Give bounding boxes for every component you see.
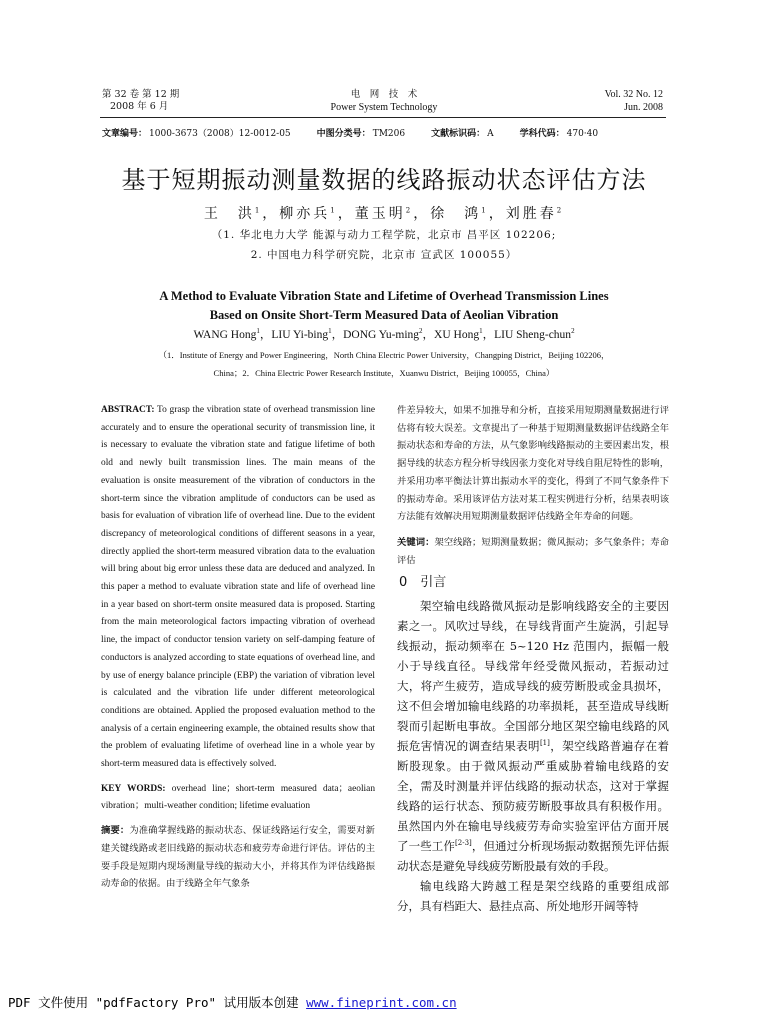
footer-link[interactable]: www.fineprint.com.cn <box>306 995 457 1010</box>
title-en-line2: Based on Onsite Short-Term Measured Data of Aeolian Vibration <box>209 308 559 322</box>
author-sup: 1 <box>256 327 260 336</box>
header-journal-en: Power System Technology <box>330 102 438 113</box>
header-date-en: Jun. 2008 <box>624 102 663 113</box>
author-sup: 2 <box>405 206 414 215</box>
author-sup: 1 <box>481 206 489 215</box>
left-column <box>101 402 375 893</box>
section-title: 引言 <box>420 575 447 591</box>
pdf-footer <box>8 993 457 1011</box>
citation-1: [1] <box>539 739 550 748</box>
author-sup: 2 <box>419 327 423 336</box>
author-cn: 董玉明 <box>354 206 406 222</box>
author-sup: 2 <box>571 327 575 336</box>
authors-en: WANG Hong$^1$，LIU Yi-bing$^1$，DONG Yu-ming$^2$，XU Hong$^1$，LIU Sheng-chun$^2$ <box>193 327 575 341</box>
author-sup: 2 <box>556 206 565 215</box>
author-cn: 刘胜春 <box>505 206 557 222</box>
header-vol-cn: 第 32 卷 第 12 期 <box>102 89 180 100</box>
intro-paragraph-2: 输电线路大跨越工程是架空线路的重要组成部分，具有档距大、悬挂点高、所处地形开阔等特 <box>397 879 669 914</box>
title-cn: 基于短期振动测量数据的线路振动状态评估方法 <box>121 166 647 194</box>
affiliation-en-line1: （1．Institute of Energy and Power Engineering，North China Electric Power University，Changping District，Beijing 102206， <box>158 350 610 360</box>
intro-text: ，但通过分析现场振动数据预先评估振动状态是避免导线疲劳断股最有效的手段。 <box>397 839 669 874</box>
citation-2: [2-3] <box>455 839 472 848</box>
keywords-cn-text: 架空线路；短期测量数据；微风振动；多气象条件；寿命评估 <box>397 536 669 566</box>
author-cn: 王 洪 <box>203 206 255 222</box>
article-no-label: 文章编号： <box>102 129 148 139</box>
article-no: 1000-3673（2008）12-0012-05 <box>149 129 291 139</box>
header-journal-cn: 电 网 技 术 <box>350 89 418 100</box>
abstract-en-label: ABSTRACT: <box>101 405 155 415</box>
author-sup: 1 <box>328 327 332 336</box>
header-rule <box>100 117 666 118</box>
affiliation-cn-line1: （1. 华北电力大学 能源与动力工程学院，北京市 昌平区 102206; <box>211 229 557 241</box>
keywords-cn <box>397 534 669 569</box>
author-cn: 柳亦兵 <box>279 206 331 222</box>
article-meta <box>102 126 668 139</box>
keywords-en-text: overhead line；short-term measured data；aeolian vibration；multi-weather condition; lifetime evaluation <box>101 783 376 812</box>
authors-cn: 王 洪$^1$，柳亦兵$^1$，董玉明$^2$，徐 鸿$^1$，刘胜春$^2$ <box>203 206 565 222</box>
author-sup: 1 <box>330 206 338 215</box>
header-vol-en: Vol. 32 No. 12 <box>604 89 663 100</box>
author-sup: 1 <box>254 206 263 215</box>
title-en-line1: A Method to Evaluate Vibration State and Lifetime of Overhead Transmission Lines <box>159 289 609 303</box>
affiliation-en-line2: China；2．China Electric Power Research Institute，Xuanwu District，Beijing 100055，China） <box>213 368 555 378</box>
keywords-en-label: KEY WORDS: <box>101 783 166 794</box>
subject-label: 学科代码： <box>519 129 565 139</box>
author-en: DONG Yu-ming <box>343 329 420 341</box>
author-en: WANG Hong <box>193 329 257 341</box>
intro-paragraph-1 <box>397 596 669 876</box>
abstract-cn-part2: 件差异较大，如果不加推导和分析，直接采用短期测量数据进行评估将有较大误差。文章提出了一种基于短期测量数据评估线路全年振动状态和寿命的方法，从气象影响线路振动的主要因素出发，根据导线的状态方程分析导线因张力变化对导线自阻尼特性的影响，并采用功率平衡法计算出振动水平的变化，得到了不同气象条件下的振动寿命。采用该评估方法对某工程实例进行分析，结果表明该方法能有效解决用短期测量数据评估线路全年寿命的问题。 <box>397 405 669 523</box>
author-en: XU Hong <box>434 329 480 341</box>
doc-code-label: 文献标识码： <box>431 129 486 139</box>
affiliation-cn-line2: 2. 中国电力科学研究院，北京市 宣武区 100055） <box>250 249 518 261</box>
author-en: LIU Sheng-chun <box>494 329 572 341</box>
section-number: 0 <box>399 575 408 591</box>
clc-label: 中图分类号： <box>316 129 371 139</box>
section-heading-0 <box>399 574 669 592</box>
author-sup: 1 <box>479 327 483 336</box>
author-cn: 徐 鸿 <box>430 206 482 222</box>
intro-text: 架空输电线路微风振动是影响线路安全的主要因素之一。风吹过导线，在导线背面产生旋涡，引起导线振动，振动频率在 5~120 Hz 范围内，振幅一般小于导线直径。导线常年经受微风振动，若振动过大，将产生疲劳，造成导线的疲劳断股或金具损坏，这不但会增加输电线路的功率损耗，甚至造成导线断裂而引起断电事故。全国部分地区架空输电线路的风振危害情况的调查结果表明 <box>397 599 669 754</box>
abstract-en-text: To grasp the vibration state of overhead transmission line accurately and to ensure the operational security of transmission line, it is necessary to evaluate the vibration state and fatigue lifetime of both old and newly built transmission lines. The main means of the evaluation is onsite measurement of the vibration of conductors in the short-term since the vibration amplitude of conductors can be used as basis for evaluation of vibration life of overhead line. Due to the evident discrepancy of meteorological conditions of different seasons in a year, directly applied the short-term measured vibration data to the evaluation will bring about big error unless these data are deduced and analyzed. In this paper a method to evaluate vibration state and life of overhead line in a year based on short-term onsite measured data is proposed. Starting from the main meteorological factors impacting vibration of overhead line, the impact of conductor tension variety on self-damping feature of conductors is analyzed according to state equations of overhead line, and by use of energy balance principle (EBP) the variation of vibration level is calculated and the vibration life under different meteorological conditions are obtained. Applied the proposed evaluation method to the analysis of a certain engineering example, the obtained results show that the problem of evaluating lifetime of overhead line in a whole year by short-term measured data is effectively solved. <box>101 405 375 770</box>
abstract-cn-part1 <box>101 822 375 893</box>
abstract-cn-label: 摘要： <box>101 825 130 837</box>
abstract-en <box>101 402 375 774</box>
keywords-en <box>101 781 375 816</box>
abstract-cn-text-left: 为准确掌握线路的振动状态、保证线路运行安全，需要对新建关键线路或老旧线路的振动状态和疲劳寿命进行评估。评估的主要手段是短期内现场测量导线的振动大小，并将其作为评估线路振动寿命的依据。由于线路全年气象条 <box>101 825 375 890</box>
author-en: LIU Yi-bing <box>271 329 329 341</box>
right-column <box>397 402 669 916</box>
intro-text: ，架空线路普遍存在着断股现象。由于微风振动严重威胁着输电线路的安全，需及时测量并评估线路的振动状态，这对于掌握线路的运行状态、预防疲劳断股事故具有积极作用。虽然国内外在输电导线疲劳寿命实验室评估方面开展了一些工作 <box>397 739 670 854</box>
keywords-cn-label: 关键词： <box>397 536 435 548</box>
doc-code: A <box>487 129 494 139</box>
footer-text: PDF 文件使用 "pdfFactory Pro" 试用版本创建 <box>8 995 307 1010</box>
subject-code: 470·40 <box>566 129 599 139</box>
clc-code: TM206 <box>372 129 406 139</box>
header-date-cn: 2008 年 6 月 <box>110 101 169 112</box>
